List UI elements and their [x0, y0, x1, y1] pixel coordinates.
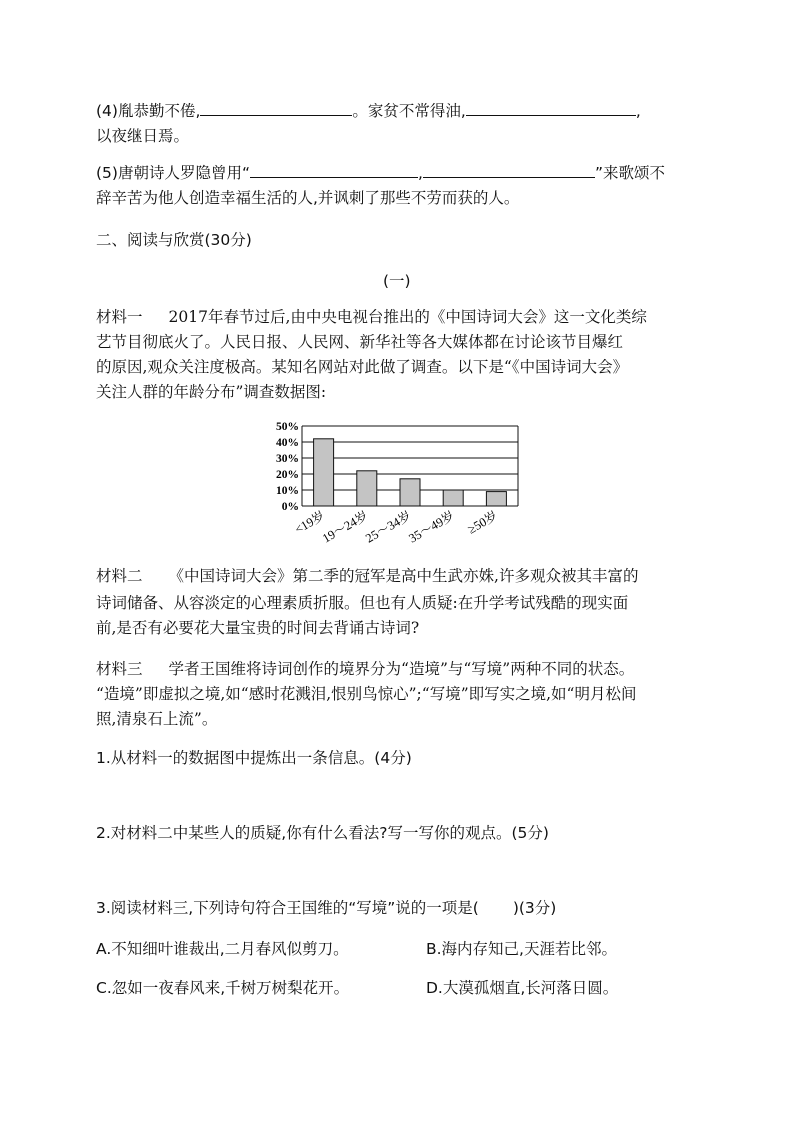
fill-item-5-line2: 辞辛苦为他人创造幸福生活的人,并讽刺了那些不劳而获的人。: [96, 189, 520, 207]
fill-item-5: [96, 162, 665, 184]
chart-bars: [314, 439, 507, 506]
item4-middle: 。家贫不常得油,: [352, 102, 466, 120]
material1-label: 材料一: [96, 308, 143, 326]
question-3: [96, 897, 556, 919]
material2-line3: 前,是否有必要花大量宝贵的时间去背诵古诗词?: [96, 619, 420, 637]
question-3-prefix: 3.阅读材料三,下列诗句符合王国维的“写境”说的一项是(: [96, 899, 479, 917]
bar: [486, 492, 506, 506]
chart-x-ticks: [292, 508, 500, 546]
bar: [400, 479, 420, 506]
bar: [314, 439, 334, 506]
x-tick-label: 35～49岁: [406, 508, 457, 546]
x-tick-label: ≥50岁: [465, 508, 500, 537]
question-3-suffix: )(3分): [512, 899, 557, 917]
age-distribution-chart: [262, 418, 532, 546]
fill-item-4: [96, 100, 641, 122]
option-c[interactable]: C.忽如一夜春风来,千树万树梨花开。: [96, 979, 350, 997]
item5-prefix: (5)唐朝诗人罗隐曾用“: [96, 164, 250, 182]
answer-blank[interactable]: [466, 100, 636, 116]
y-tick-label: 50%: [276, 421, 299, 433]
section-subheading: (一): [383, 272, 411, 290]
material3-line2: “造境”即虚拟之境,如“感时花溅泪,恨别鸟惊心”;“写境”即写实之境,如“明月松间: [96, 685, 637, 703]
y-tick-label: 10%: [276, 485, 299, 497]
item5-middle: ,: [418, 164, 423, 182]
material1-line4: 关注人群的年龄分布”调查数据图:: [96, 383, 327, 401]
y-tick-label: 30%: [276, 453, 299, 465]
y-tick-label: 0%: [281, 501, 299, 513]
question-2: 2.对材料二中某些人的质疑,你有什么看法?写一写你的观点。(5分): [96, 824, 549, 842]
item5-suffix: ”来歌颂不: [594, 164, 665, 182]
option-d[interactable]: D.大漠孤烟直,长河落日圆。: [426, 979, 619, 997]
material1-line2: 艺节目彻底火了。人民日报、人民网、新华社等各大媒体都在讨论该节目爆红: [96, 333, 624, 351]
material2-text: 《中国诗词大会》第二季的冠军是高中生武亦姝,许多观众被其丰富的: [168, 567, 639, 585]
material3-line1: [96, 658, 634, 680]
material2-label: 材料二: [96, 567, 143, 585]
x-tick-label: 19～24岁: [319, 508, 371, 546]
material3-line3: 照,清泉石上流”。: [96, 710, 218, 728]
material3-label: 材料三: [96, 660, 143, 678]
material1-text: 2017年春节过后,由中央电视台推出的《中国诗词大会》这一文化类综: [168, 308, 647, 326]
chart-y-ticks: [276, 421, 299, 513]
option-a[interactable]: A.不知细叶谁裁出,二月春风似剪刀。: [96, 940, 349, 958]
x-tick-label: 25～34岁: [363, 508, 414, 546]
y-tick-label: 20%: [276, 469, 299, 481]
section-heading: 二、阅读与欣赏(30分): [96, 231, 252, 249]
answer-blank[interactable]: [250, 162, 418, 178]
item4-end: ,: [635, 102, 641, 120]
material2-line1: [96, 565, 638, 587]
bar: [357, 471, 377, 506]
item4-prefix: (4)胤恭勤不倦,: [96, 102, 201, 120]
material1-line1: [96, 306, 647, 328]
x-tick-label: <19岁: [292, 508, 328, 537]
question-1: 1.从材料一的数据图中提炼出一条信息。(4分): [96, 749, 412, 767]
bar: [443, 490, 463, 506]
fill-item-4-line2: 以夜继日焉。: [96, 127, 190, 145]
material3-text: 学者王国维将诗词创作的境界分为“造境”与“写境”两种不同的状态。: [168, 660, 635, 678]
answer-blank[interactable]: [200, 100, 352, 116]
option-b[interactable]: B.海内存知己,天涯若比邻。: [426, 940, 617, 958]
answer-blank[interactable]: [423, 162, 595, 178]
y-tick-label: 40%: [276, 437, 299, 449]
material1-line3: 的原因,观众关注度极高。某知名网站对此做了调查。以下是“《中国诗词大会》: [96, 358, 629, 376]
material2-line2: 诗词储备、从容淡定的心理素质折服。但也有人质疑:在升学考试残酷的现实面: [96, 594, 629, 612]
